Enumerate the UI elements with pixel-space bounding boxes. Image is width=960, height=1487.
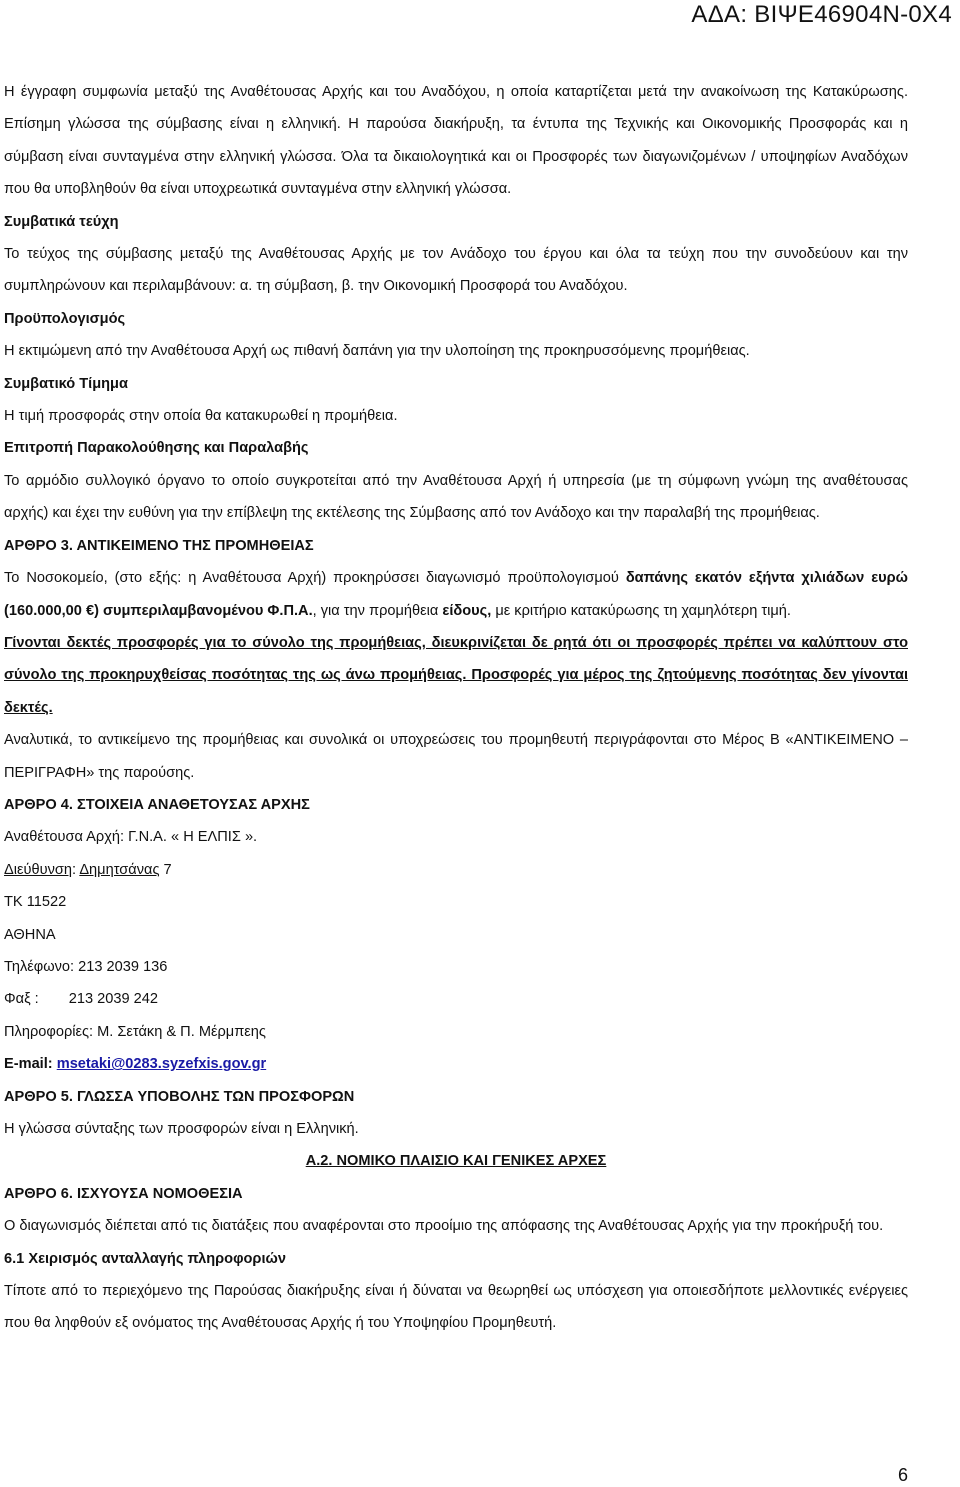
- article-6-text: Ο διαγωνισμός διέπεται από τις διατάξεις που αναφέρονται στο προοίμιο της απόφασης της Αναθέτουσας Αρχής για την προκήρυξή του.: [4, 1218, 884, 1235]
- definition-text: Η εκτιμώμενη από την Αναθέτουσα Αρχή ως πιθανή δαπάνη για την υλοποίηση της προκηρυσσόμενης προμήθειας.: [4, 343, 750, 360]
- intro-text-2: Όλα τα δικαιολογητικά και οι Προσφορές των διαγωνιζομένων / υποψηφίων Αναδόχων που θα υποβληθούν θα είναι υποχρεωτικά συνταγμένα στην ελληνική γλώσσα.: [4, 148, 909, 198]
- address-label: Διεύθυνση: [4, 861, 72, 878]
- section-a2-heading: Α.2. ΝΟΜΙΚΟ ΠΛΑΙΣΙΟ ΚΑΙ ΓΕΝΙΚΕΣ ΑΡΧΕΣ: [305, 1153, 607, 1170]
- award-criterion: με κριτήριο κατακύρωσης τη χαμηλότερη τιμή.: [491, 602, 791, 619]
- definition-text: Το τεύχος της σύμβασης μεταξύ της Αναθέτουσας Αρχής με τον Ανάδοχο του έργου και όλα τα τεύχη που την συνοδεύουν και την συμπληρώνουν και περιλαμβάνουν: α. τη σύμβαση, β. την Οικονομική Προσφορά του Αναδόχου.: [4, 246, 908, 295]
- budget-text-2: , για την προμήθεια: [312, 602, 443, 619]
- definition-text: Η τιμή προσφοράς στην οποία θα κατακυρωθεί η προμήθεια.: [4, 408, 398, 425]
- definition-term: Προϋπολογισμός: [4, 310, 126, 327]
- ada-code: ΑΔΑ: ΒΙΨΕ46904Ν-0Χ4: [691, 1, 952, 28]
- definition-term: Συμβατικά τεύχη: [4, 213, 119, 230]
- page-number: 6: [897, 1465, 908, 1485]
- email-link[interactable]: msetaki@0283.syzefxis.gov.gr: [56, 1056, 267, 1073]
- authority-postcode: ΤΚ 11522: [4, 894, 67, 911]
- fax-label: Φαξ :: [4, 991, 39, 1008]
- authority-address: [4, 854, 908, 886]
- budget-text: Το Νοσοκομείο, (στο εξής: η Αναθέτουσα Αρχή) προκηρύσσει διαγωνισμό προϋπολογισμού: [4, 570, 626, 587]
- authority-email: [4, 1048, 908, 1080]
- article-6-heading: ΑΡΘΡΟ 6. ΙΣΧΥΟΥΣΑ ΝΟΜΟΘΕΣΙΑ: [4, 1185, 243, 1202]
- article-6-1-heading: 6.1 Χειρισμός ανταλλαγής πληροφοριών: [4, 1250, 286, 1267]
- definition-term: Συμβατικό Τίμημα: [4, 375, 128, 392]
- intro-text-1: Η έγγραφη συμφωνία μεταξύ της Αναθέτουσας Αρχής και του Αναδόχου, η οποία καταρτίζεται μετά την ανακοίνωση της Κατακύρωσης. Επίσημη γλώσσα της σύμβασης είναι η ελληνική. Η παρούσα διακήρυξη, τα έντυπα της Τεχνικής και Οικονομικής Προσφοράς και η σύμβαση είναι συνταγμένα στην ελληνική γλώσσα.: [4, 84, 908, 165]
- address-number: 7: [159, 861, 172, 878]
- address-colon: :: [72, 861, 80, 878]
- article-5-text: Η γλώσσα σύνταξης των προσφορών είναι η Ελληνική.: [4, 1121, 359, 1137]
- address-street: Δημητσάνας: [79, 861, 160, 878]
- item-type: είδους,: [442, 602, 492, 619]
- article-3-acceptance-paragraph: Γίνονται δεκτές προσφορές για το σύνολο της προμήθειας, διευκρινίζεται δε ρητά ότι οι προσφορές πρέπει να καλύπτουν στο σύνολο της προκηρυχθείσας ποσότητας της ως άνω προμήθειας. Προσφορές για μέρος της ζητούμενης ποσότητας δεν γίνονται δεκτές.: [4, 634, 908, 716]
- article-4-heading: ΑΡΘΡΟ 4. ΣΤΟΙΧΕΙΑ ΑΝΑΘΕΤΟΥΣΑΣ ΑΡΧΗΣ: [4, 796, 310, 813]
- definition-term: Επιτροπή Παρακολούθησης και Παραλαβής: [4, 440, 309, 457]
- intro-paragraph: [4, 76, 908, 206]
- definition-text: Το αρμόδιο συλλογικό όργανο το οποίο συγκροτείται από την Αναθέτουσα Αρχή ή υπηρεσία (με τη σύμφωνη γνώμη της αναθέτουσας αρχής) και έχει την ευθύνη για την επίβλεψη της εκτέλεσης της Σύμβασης από τον Ανάδοχο και την παραλαβή της προμήθειας.: [4, 472, 908, 522]
- budget-amount: δαπάνης εκατόν εξήντα χιλιάδων ευρώ (160.000,00 €) συμπεριλαμβανομένου Φ.Π.Α.: [4, 570, 908, 619]
- article-3-budget-paragraph: [4, 562, 908, 627]
- authority-city: ΑΘΗΝΑ: [4, 926, 56, 943]
- article-3-detail-paragraph: Αναλυτικά, το αντικείμενο της προμήθειας και συνολικά οι υποχρεώσεις του προμηθευτή περιγράφονται στο Μέρος Β «ΑΝΤΙΚΕΙΜΕΝΟ – ΠΕΡΙΓΡΑΦΗ» της παρούσης.: [4, 732, 908, 781]
- article-3-heading: ΑΡΘΡΟ 3. ΑΝΤΙΚΕΙΜΕΝΟ ΤΗΣ ΠΡΟΜΗΘΕΙΑΣ: [4, 537, 314, 554]
- authority-fax: [4, 983, 908, 1015]
- article-6-1-text: Τίποτε από το περιεχόμενο της Παρούσας διακήρυξης είναι ή δύναται να θεωρηθεί ως υπόσχεση για οποιεσδήποτε μελλοντικές ενέργειες που θα ληφθούν εξ ονόματος της Αναθέτουσας Αρχής ή του Υποψηφίου Προμηθευτή.: [4, 1283, 908, 1332]
- email-label: E-mail:: [4, 1056, 57, 1073]
- article-5-heading: ΑΡΘΡΟ 5. ΓΛΩΣΣΑ ΥΠΟΒΟΛΗΣ ΤΩΝ ΠΡΟΣΦΟΡΩΝ: [4, 1088, 355, 1105]
- authority-info: Πληροφορίες: Μ. Σετάκη & Π. Μέρμπεης: [4, 1023, 266, 1040]
- authority-name: Αναθέτουσα Αρχή: Γ.Ν.Α. « Η ΕΛΠΙΣ ».: [4, 829, 258, 846]
- fax-value: 213 2039 242: [68, 991, 159, 1008]
- authority-phone: Τηλέφωνο: 213 2039 136: [4, 958, 168, 975]
- document-body: [4, 76, 908, 1340]
